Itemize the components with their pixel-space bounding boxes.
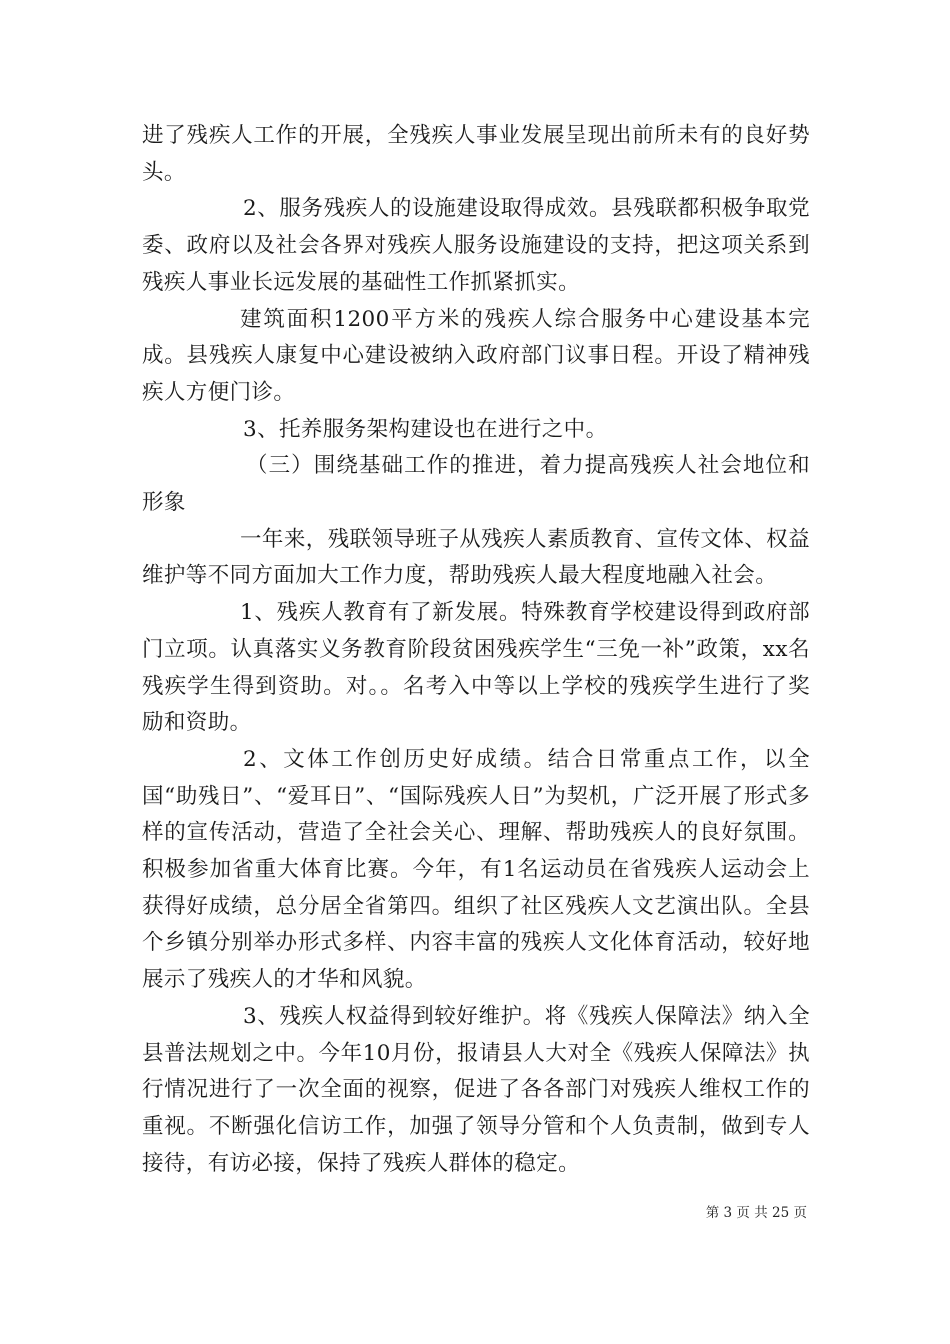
paragraph-care-service: 3、托养服务架构建设也在进行之中。 (243, 416, 608, 442)
section-heading-three: （三）围绕基础工作的推进，着力提高残疾人社会地位和形象 (142, 453, 810, 516)
paragraph-rights-protection: 3、残疾人权益得到较好维护。将《残疾人保障法》纳入全县普法规划之中。今年10月份，报请县人大对全《残疾人保障法》执行情况进行了一次全面的视察，促进了各各部门对残疾人维权工作的重视。不断强化信访工作，加强了领导分管和个人负责制，做到专人接待，有访必接，保持了残疾人群体的稳定。 (142, 1003, 810, 1176)
document-body (142, 118, 810, 1182)
paragraph-service-center: 建筑面积1200平方米的残疾人综合服务中心建设基本完成。县残疾人康复中心建设被纳入政府部门议事日程。开设了精神残疾人方便门诊。 (142, 306, 810, 405)
paragraph-year-summary: 一年来，残联领导班子从残疾人素质教育、宣传文体、权益维护等不同方面加大工作力度，帮助残疾人最大程度地融入社会。 (142, 526, 810, 589)
paragraph-culture-sports: 2、文体工作创历史好成绩。结合日常重点工作，以全国“助残日”、“爱耳日”、“国际残疾人日”为契机，广泛开展了形式多样的宣传活动，营造了全社会关心、理解、帮助残疾人的良好氛围。积极参加省重大体育比赛。今年，有1名运动员在省残疾人运动会上获得好成绩，总分居全省第四。组织了社区残疾人文艺演出队。全县个乡镇分别举办形式多样、内容丰富的残疾人文化体育活动，较好地展示了残疾人的才华和风貌。 (142, 746, 810, 993)
paragraph-continuation: 进了残疾人工作的开展，全残疾人事业发展呈现出前所未有的良好势头。 (142, 123, 810, 185)
paragraph-facility-construction: 2、服务残疾人的设施建设取得成效。县残联都积极争取党委、政府以及社会各界对残疾人服务设施建设的支持，把这项关系到残疾人事业长远发展的基础性工作抓紧抓实。 (142, 196, 810, 295)
paragraph-education: 1、残疾人教育有了新发展。特殊教育学校建设得到政府部门立项。认真落实义务教育阶段贫困残疾学生“三免一补”政策，xx名残疾学生得到资助。对。。名考入中等以上学校的残疾学生进行了奖励和资助。 (142, 600, 810, 736)
page-number-footer: 第 3 页 共 25 页 (705, 1205, 807, 1221)
